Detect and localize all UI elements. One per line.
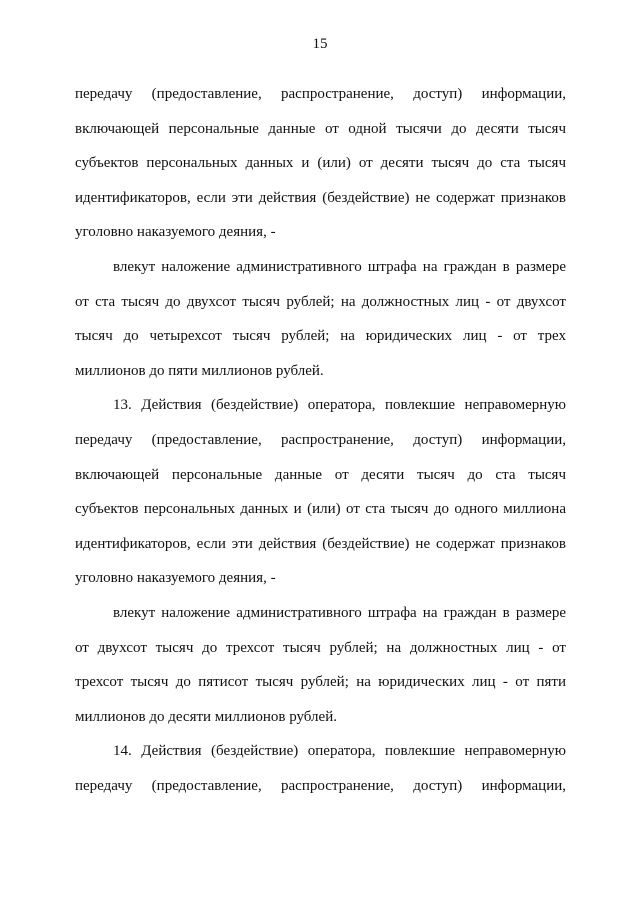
text-line: от двухсот тысяч до трехсот тысяч рублей; на должностных лиц - от [75, 639, 566, 656]
text-line: уголовно наказуемого деяния, - [75, 570, 276, 587]
text-line: передачу (предоставление, распространение, доступ) информации, [75, 86, 566, 102]
body-text [75, 77, 566, 803]
text-line: влекут наложение административного штрафа на граждан в размере [113, 604, 566, 621]
text-line: идентификаторов, если эти действия (бездействие) не содержат признаков [75, 535, 566, 552]
text-line: идентификаторов, если эти действия (бездействие) не содержат признаков [75, 189, 566, 206]
text-line: миллионов до пяти миллионов рублей. [75, 362, 324, 379]
text-line: передачу (предоставление, распространение, доступ) информации, [75, 431, 566, 448]
text-line: передачу (предоставление, распространение, доступ) информации, [75, 777, 566, 794]
text-line: субъектов персональных данных и (или) от десяти тысяч до ста тысяч [75, 155, 566, 172]
text-line: тысяч до четырехсот тысяч рублей; на юридических лиц - от трех [75, 328, 566, 345]
text-line: включающей персональные данные от одной тысячи до десяти тысяч [75, 120, 566, 137]
text-line: миллионов до десяти миллионов рублей. [75, 708, 337, 725]
text-line: влекут наложение административного штрафа на граждан в размере [113, 258, 566, 275]
text-line: включающей персональные данные от десяти тысяч до ста тысяч [75, 466, 566, 483]
page-number: 15 [312, 36, 328, 52]
text-line: от ста тысяч до двухсот тысяч рублей; на должностных лиц - от двухсот [75, 293, 566, 310]
text-line: уголовно наказуемого деяния, - [75, 224, 276, 241]
text-line: 14. Действия (бездействие) оператора, повлекшие неправомерную [113, 743, 566, 760]
text-line: трехсот тысяч до пятисот тысяч рублей; на юридических лиц - от пяти [75, 674, 566, 691]
text-line: 13. Действия (бездействие) оператора, повлекшие неправомерную [113, 397, 566, 414]
text-line: субъектов персональных данных и (или) от ста тысяч до одного миллиона [75, 501, 566, 518]
